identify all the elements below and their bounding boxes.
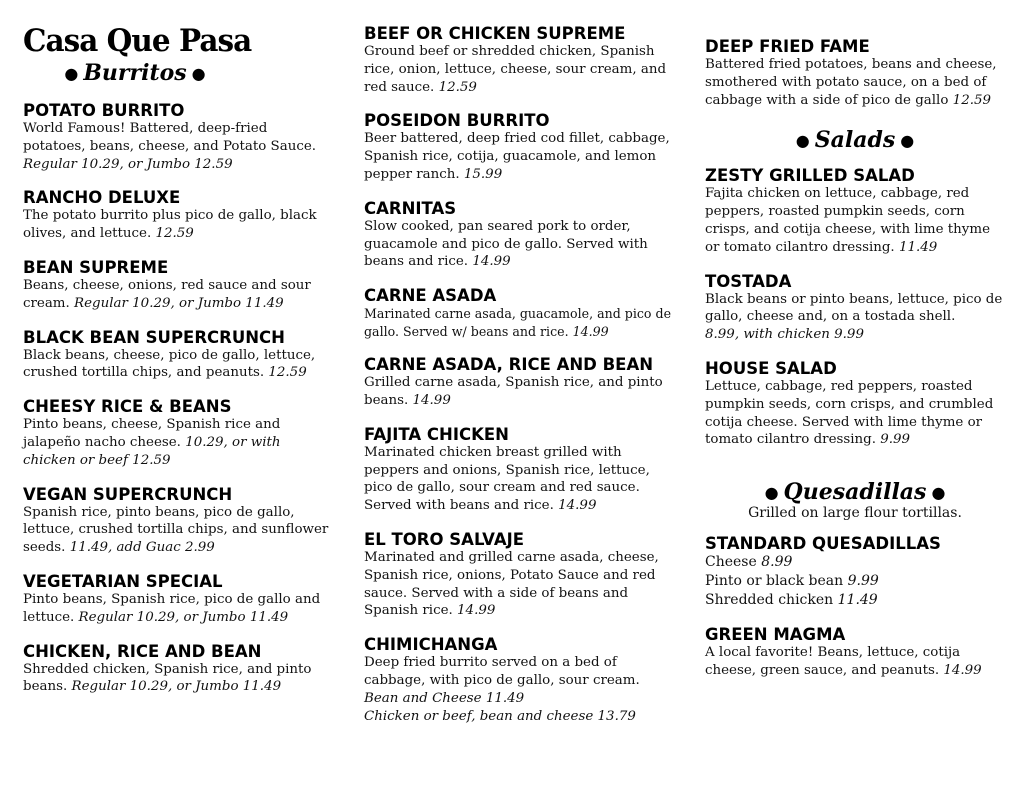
item-name: CARNE ASADA xyxy=(364,286,497,306)
item-price: 8.99, with chicken 9.99 xyxy=(705,327,864,343)
menu-item xyxy=(23,397,329,469)
menu-item xyxy=(364,355,674,410)
item-name: CARNITAS xyxy=(364,198,457,218)
menu-item xyxy=(364,425,674,515)
item-price: 14.99 xyxy=(572,323,609,339)
item-price: 12.59 xyxy=(438,79,477,95)
menu-item xyxy=(364,530,674,620)
item-price: 14.99 xyxy=(558,498,597,514)
item-description: Pinto beans, cheese, Spanish rice and jalapeño nacho cheese. 10.29, or with chicken or beef 12.59 xyxy=(23,417,281,468)
item-price: Regular 10.29, or Jumbo 11.49 xyxy=(78,609,289,625)
item-description: Beer battered, deep fried cod fillet, cabbage, Spanish rice, cotija, guacamole, and lemon pepper ranch. 15.99 xyxy=(364,131,670,182)
item-description: Marinated chicken breast grilled with peppers and onions, Spanish rice, lettuce, pico de gallo, sour cream and red sauce. Served with beans and rice. 14.99 xyxy=(364,444,650,514)
section-heading-quesadillas: ● Quesadillas ● xyxy=(705,479,1005,506)
item-price: 11.49 xyxy=(837,592,878,609)
bullet-icon: ● xyxy=(931,483,946,503)
menu-item xyxy=(23,642,329,697)
bullet-icon: ● xyxy=(795,131,810,151)
item-name: CHICKEN, RICE AND BEAN xyxy=(23,641,262,661)
item-name: BLACK BEAN SUPERCRUNCH xyxy=(23,327,285,347)
section-heading-burritos: ● Burritos ● xyxy=(23,60,247,87)
item-description: Marinated carne asada, guacamole, and pico de gallo. Served w/ beans and rice. 14.99 xyxy=(364,306,672,339)
item-name: POSEIDON BURRITO xyxy=(364,111,550,131)
item-price: 14.99 xyxy=(472,254,511,270)
item-name: VEGETARIAN SPECIAL xyxy=(23,571,223,591)
item-name: GREEN MAGMA xyxy=(705,625,846,645)
item-name: STANDARD QUESADILLAS xyxy=(705,534,941,554)
item-price: Chicken or beef, bean and cheese 13.79 xyxy=(364,708,636,724)
item-price: 8.99 xyxy=(761,554,793,571)
menu-item xyxy=(23,485,329,557)
bullet-icon: ● xyxy=(900,131,915,151)
menu-item xyxy=(705,272,1005,344)
item-description: World Famous! Battered, deep-fried potatoes, beans, cheese, and Potato Sauce. Regular 10.29, or Jumbo 12.59 xyxy=(23,121,317,172)
item-price: 11.49, add Guac 2.99 xyxy=(69,540,215,556)
menu-item xyxy=(23,188,329,243)
menu-item xyxy=(705,359,1005,449)
item-price: Regular 10.29, or Jumbo 11.49 xyxy=(71,679,282,695)
item-price: 11.49 xyxy=(898,239,938,255)
item-name: BEEF OR CHICKEN SUPREME xyxy=(364,24,626,43)
item-description: Slow cooked, pan seared pork to order, guacamole and pico de gallo. Served with beans and rice. 14.99 xyxy=(364,218,648,270)
item-price: Bean and Cheese 11.49 xyxy=(364,690,525,706)
item-description: Ground beef or shredded chicken, Spanish rice, onion, lettuce, cheese, sour cream, and red sauce. 12.59 xyxy=(364,44,667,95)
item-description: Marinated and grilled carne asada, cheese, Spanish rice, onions, Potato Sauce and red sauce. Served with a side of beans and Spanish rice. 14.99 xyxy=(364,549,659,619)
item-price: 14.99 xyxy=(457,603,496,619)
item-price: 14.99 xyxy=(412,392,451,408)
restaurant-title: Casa Que Pasa xyxy=(23,23,252,59)
item-description: Spanish rice, pinto beans, pico de gallo, lettuce, crushed tortilla chips, and sunflower seeds. 11.49, add Guac 2.99 xyxy=(23,504,329,556)
item-price: 12.59 xyxy=(155,226,194,242)
item-price: 9.99 xyxy=(847,573,879,590)
item-name: HOUSE SALAD xyxy=(705,358,837,378)
menu-item xyxy=(364,286,674,340)
price-line: Cheese 8.99 xyxy=(705,554,793,571)
item-name: RANCHO DELUXE xyxy=(23,188,181,208)
menu-item xyxy=(705,37,1005,109)
price-line: Pinto or black bean 9.99 xyxy=(705,573,879,590)
item-price: Regular 10.29, or Jumbo 11.49 xyxy=(74,295,284,311)
item-price: 10.29, or with chicken or beef 12.59 xyxy=(23,434,281,468)
item-name: ZESTY GRILLED SALAD xyxy=(705,166,915,186)
menu-item xyxy=(364,111,674,183)
item-price: 14.99 xyxy=(943,662,982,678)
item-name: CHIMICHANGA xyxy=(364,635,498,655)
bullet-icon: ● xyxy=(764,483,779,503)
item-name: EL TORO SALVAJE xyxy=(364,529,525,549)
item-description: Deep fried burrito served on a bed of cabbage, with pico de gallo, sour cream. xyxy=(364,655,640,688)
item-price: Regular 10.29, or Jumbo 12.59 xyxy=(23,156,233,172)
item-description: Pinto beans, Spanish rice, pico de gallo and lettuce. Regular 10.29, or Jumbo 11.49 xyxy=(23,591,321,625)
column-1 xyxy=(23,24,329,711)
item-price: 15.99 xyxy=(463,166,503,182)
menu-item xyxy=(705,625,1005,680)
item-description: Fajita chicken on lettuce, cabbage, red peppers, roasted pumpkin seeds, corn crisps, and cotija cheese, with lime thyme or tomato cilantro dressing. 11.49 xyxy=(705,186,990,255)
item-description: Shredded chicken, Spanish rice, and pinto beans. Regular 10.29, or Jumbo 11.49 xyxy=(23,661,312,695)
item-description: Grilled carne asada, Spanish rice, and pinto beans. 14.99 xyxy=(364,375,663,408)
section-heading-salads: ● Salads ● xyxy=(705,127,1005,154)
item-name: FAJITA CHICKEN xyxy=(364,424,509,444)
column-2 xyxy=(364,24,674,740)
item-name: BEAN SUPREME xyxy=(23,257,169,277)
item-name: CARNE ASADA, RICE AND BEAN xyxy=(364,355,654,375)
item-description: The potato burrito plus pico de gallo, black olives, and lettuce. 12.59 xyxy=(23,208,317,242)
menu-item xyxy=(364,635,674,725)
section-note: Grilled on large flour tortillas. xyxy=(748,505,962,522)
item-name: VEGAN SUPERCRUNCH xyxy=(23,484,233,504)
menu-item xyxy=(23,572,329,627)
item-description: A local favorite! Beans, lettuce, cotija cheese, green sauce, and peanuts. 14.99 xyxy=(705,645,982,678)
item-description: Black beans or pinto beans, lettuce, pico de gallo, cheese and, on a tostada shell. 8.99, with chicken 9.99 xyxy=(705,291,1003,343)
item-price: 9.99 xyxy=(880,432,911,448)
bullet-icon: ● xyxy=(64,64,79,83)
item-price: 12.59 xyxy=(268,365,307,381)
item-name: CHEESY RICE & BEANS xyxy=(23,397,232,417)
item-description: Lettuce, cabbage, red peppers, roasted pumpkin seeds, corn crisps, and crumbled cotija cheese. Served with lime thyme or tomato cilantro dressing. 9.99 xyxy=(705,378,994,448)
menu-item xyxy=(705,166,1005,256)
menu-item xyxy=(23,258,329,313)
menu-item xyxy=(364,24,674,96)
price-line: Shredded chicken 11.49 xyxy=(705,592,878,609)
item-price: 12.59 xyxy=(952,92,992,108)
column-3 xyxy=(705,37,1005,695)
item-name: TOSTADA xyxy=(705,271,792,291)
item-name: POTATO BURRITO xyxy=(23,101,185,120)
menu-item xyxy=(705,534,1005,610)
menu-item xyxy=(364,199,674,271)
menu-item xyxy=(23,328,329,383)
item-description: Battered fried potatoes, beans and cheese, smothered with potato sauce, on a bed of cabbage with a side of pico de gallo 12.59 xyxy=(705,57,997,108)
item-description: Beans, cheese, onions, red sauce and sour cream. Regular 10.29, or Jumbo 11.49 xyxy=(23,277,311,311)
bullet-icon: ● xyxy=(191,64,206,83)
item-description: Black beans, cheese, pico de gallo, lettuce, crushed tortilla chips, and peanuts. 12.59 xyxy=(23,347,316,381)
item-name: DEEP FRIED FAME xyxy=(705,37,870,56)
menu-item xyxy=(23,101,329,173)
